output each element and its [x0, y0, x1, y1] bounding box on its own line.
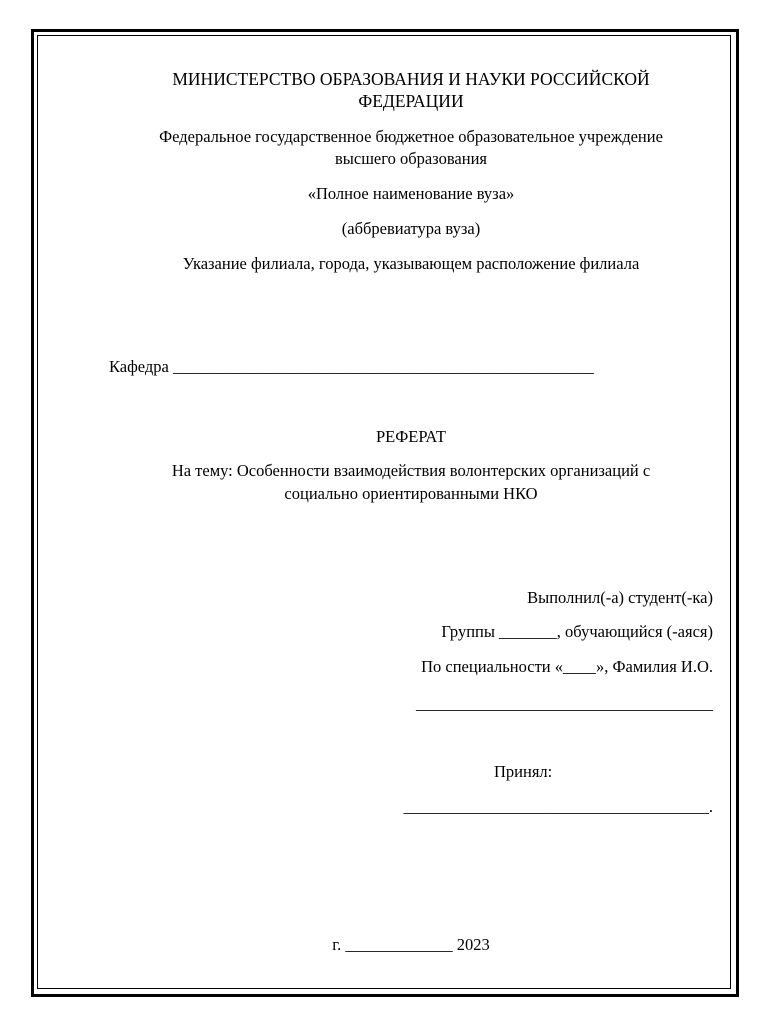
ministry-title-line2: ФЕДЕРАЦИИ: [358, 91, 464, 111]
student-signature-line: ____________________________________: [416, 694, 713, 713]
specialty-field: По специальности «____», Фамилия И.О.: [421, 657, 713, 676]
group-field: Группы _______, обучающийся (-аяся): [441, 622, 713, 641]
reviewer-signature-line: _____________________________________.: [403, 797, 713, 816]
performed-by-label: Выполнил(-а) студент(-ка): [527, 588, 713, 607]
accepted-by-label: Принял:: [494, 762, 553, 781]
ministry-title-line1: МИНИСТЕРСТВО ОБРАЗОВАНИЯ И НАУКИ РОССИЙСКОЙ: [172, 69, 650, 89]
branch-location: Указание филиала, города, указывающем расположение филиала: [182, 254, 640, 273]
topic-line2: социально ориентированными НКО: [284, 484, 538, 503]
document-title: РЕФЕРАТ: [376, 427, 446, 446]
institution-type-line1: Федеральное государственное бюджетное образовательное учреждение: [159, 127, 663, 146]
department-field: Кафедра ___________________________________________________: [109, 357, 594, 376]
university-full-name: «Полное наименование вуза»: [307, 184, 515, 203]
page-border-inner: [37, 35, 731, 989]
university-abbreviation: (аббревиатура вуза): [341, 219, 481, 238]
topic-line1: На тему: Особенности взаимодействия волонтерских организаций с: [171, 461, 651, 480]
year-line: г. _____________ 2023: [332, 935, 490, 954]
institution-type-line2: высшего образования: [335, 149, 487, 168]
